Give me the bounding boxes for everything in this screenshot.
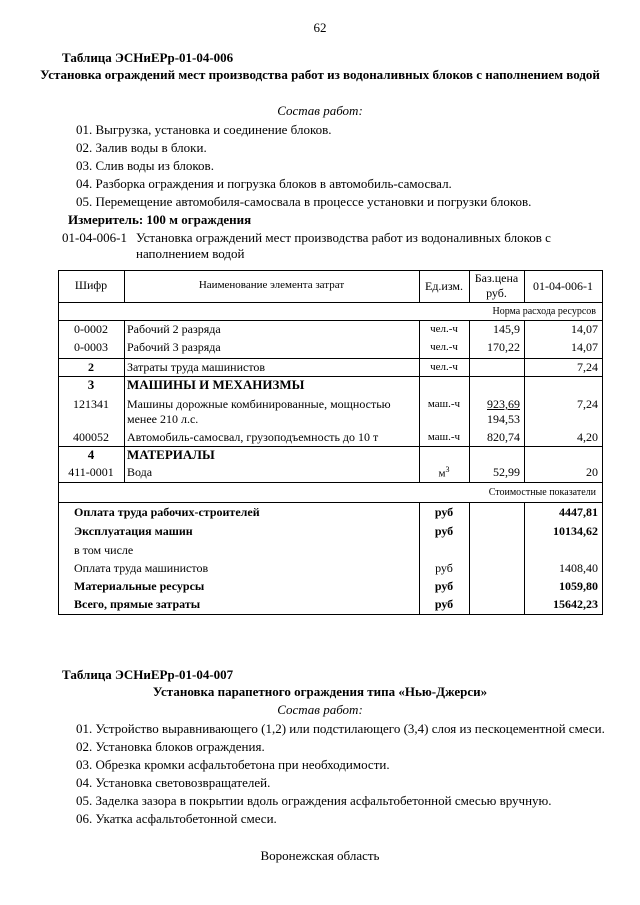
section-code: 3: [87, 377, 95, 392]
row-name: Рабочий 3 разряда: [127, 340, 221, 354]
row-unit: чел.-ч: [430, 361, 458, 373]
cost-value: 15642,23: [553, 597, 598, 611]
work-item: 04. Разборка ограждения и погрузка блоков в автомобиль-самосвал.: [76, 176, 452, 191]
row-code: 400052: [73, 430, 109, 444]
cost-name: Оплата труда машинистов: [74, 561, 209, 575]
row-norm: 14,07: [571, 340, 598, 354]
cost-name: Материальные ресурсы: [74, 579, 205, 593]
cost-value: 1408,40: [559, 561, 598, 575]
norm-description: наполнением водой: [136, 246, 245, 261]
page-number: 62: [313, 20, 327, 35]
section-code: 4: [87, 447, 95, 462]
cost-unit: руб: [434, 524, 454, 538]
table-code: Таблица ЭСНиЕРр-01-04-006: [62, 50, 234, 65]
row-unit: маш.-ч: [427, 398, 461, 410]
cost-unit: руб: [434, 505, 454, 519]
row-unit: чел.-ч: [430, 323, 458, 335]
header-price: руб.: [486, 286, 507, 300]
cost-name: в том числе: [74, 543, 134, 557]
row-price: 194,53: [487, 412, 520, 426]
row-code: 2: [88, 360, 94, 374]
row-name: Машины дорожные комбинированные, мощностью: [127, 397, 391, 411]
work-item: 02. Залив воды в блоки.: [76, 140, 207, 155]
norm-description: Установка ограждений мест производства работ из водоналивных блоков с: [136, 230, 551, 245]
section-title: МАТЕРИАЛЫ: [127, 447, 215, 462]
cost-name: Всего, прямые затраты: [74, 597, 201, 611]
cost-label: Стоимостные показатели: [488, 487, 596, 498]
row-name: Вода: [127, 465, 153, 479]
work-item: 01. Устройство выравнивающего (1,2) или подстилающего (3,4) слоя из пескоцементной смеси.: [76, 721, 605, 736]
row-norm: 4,20: [577, 430, 598, 444]
row-code: 121341: [73, 397, 109, 411]
row-price: 170,22: [487, 340, 520, 354]
work-item: 04. Установка световозвращателей.: [76, 775, 271, 790]
row-code: 0-0003: [74, 340, 108, 354]
work-item: 06. Укатка асфальтобетонной смеси.: [76, 811, 277, 826]
row-norm: 7,24: [577, 397, 598, 411]
composition-heading: Состав работ:: [277, 103, 363, 118]
header-price: Баз.цена: [474, 271, 519, 285]
norm-code: 01-04-006-1: [62, 230, 127, 245]
row-code: 411-0001: [68, 465, 114, 479]
cost-name: Оплата труда рабочих-строителей: [74, 505, 260, 519]
cost-value: 4447,81: [559, 505, 598, 519]
meter: Измеритель: 100 м ограждения: [68, 212, 252, 227]
section-title: МАШИНЫ И МЕХАНИЗМЫ: [127, 377, 305, 392]
table-title: Установка парапетного ограждения типа «Нью-Джерси»: [152, 684, 488, 699]
table-code: Таблица ЭСНиЕРр-01-04-007: [62, 667, 234, 682]
row-name: Автомобиль-самосвал, грузоподъемность до 10 т: [127, 430, 379, 444]
table-title: Установка ограждений мест производства работ из водоналивных блоков с наполнением водой: [40, 67, 600, 82]
row-code: 0-0002: [74, 322, 108, 336]
row-unit: $м^3$: [438, 465, 450, 480]
header-code: Шифр: [74, 278, 108, 292]
work-item: 02. Установка блоков ограждения.: [76, 739, 265, 754]
cost-name: Эксплуатация машин: [74, 524, 193, 538]
cost-unit: руб: [434, 579, 454, 593]
footer-region: Воронежская область: [260, 848, 380, 863]
work-item: 03. Обрезка кромки асфальтобетона при необходимости.: [76, 757, 390, 772]
work-item: 05. Заделка зазора в покрытии вдоль ограждения асфальтобетонной смесью вручную.: [76, 793, 552, 808]
row-unit: чел.-ч: [430, 341, 458, 353]
cost-unit: руб: [434, 597, 454, 611]
header-unit: Ед.изм.: [424, 279, 464, 293]
row-norm: 7,24: [577, 360, 598, 374]
composition-heading: Состав работ:: [277, 702, 363, 717]
row-norm: 14,07: [571, 322, 598, 336]
cost-value: 10134,62: [553, 524, 598, 538]
row-name: Рабочий 2 разряда: [127, 322, 221, 336]
row-price: 52,99: [493, 465, 520, 479]
row-price: 145,9: [493, 322, 520, 336]
row-price: 820,74: [487, 430, 520, 444]
work-item: 05. Перемещение автомобиля-самосвала в процессе установки и погрузки блоков.: [76, 194, 532, 209]
header-name: Наименование элемента затрат: [198, 279, 345, 291]
work-item: 03. Слив воды из блоков.: [76, 158, 214, 173]
row-name: менее 210 л.с.: [127, 412, 199, 426]
work-item: 01. Выгрузка, установка и соединение блоков.: [76, 122, 332, 137]
row-unit: маш.-ч: [427, 431, 461, 443]
cost-unit: руб: [435, 561, 453, 575]
cost-value: 1059,80: [559, 579, 598, 593]
row-price: 923,69: [487, 397, 520, 411]
resource-norm-label: Норма расхода ресурсов: [492, 306, 596, 317]
row-norm: 20: [586, 465, 598, 479]
header-norm: 01-04-006-1: [533, 279, 593, 293]
row-name: Затраты труда машинистов: [127, 360, 266, 374]
